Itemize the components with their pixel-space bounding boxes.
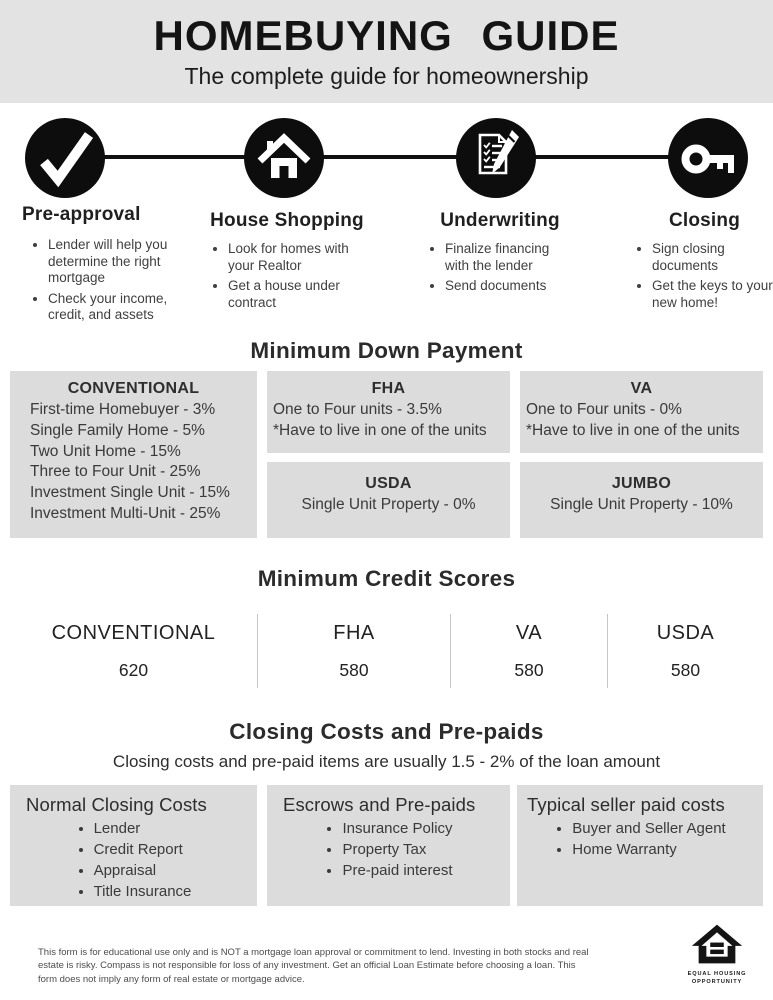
bullet-item: • Finalize financing with the lender — [445, 241, 575, 274]
step-title: House Shopping — [210, 210, 364, 231]
preapproval-step-circle — [25, 118, 105, 198]
bullet-item: • Appraisal — [94, 860, 192, 881]
step-bullets — [425, 241, 575, 299]
box-line: One to Four units - 3.5% — [273, 401, 442, 418]
box-line: *Have to live in one of the units — [273, 421, 487, 439]
step-bullets — [632, 241, 773, 315]
credit-scores-heading: Minimum Credit Scores — [257, 566, 516, 591]
equal-housing-opportunity-logo — [687, 923, 747, 986]
house-shopping-step-circle — [244, 118, 324, 198]
box-title: JUMBO — [611, 475, 672, 492]
equal-housing-text-line2: OPPORTUNITY — [691, 979, 743, 985]
down-payment-box-va — [520, 371, 763, 453]
bullet-item: • Title Insurance — [94, 881, 192, 902]
step-bullets — [22, 237, 182, 324]
closing-box-escrows — [267, 785, 510, 906]
bullet-item: • Check your income, credit, and assets — [48, 291, 182, 324]
bullet-item: • Property Tax — [342, 839, 452, 860]
timeline-line — [65, 155, 708, 159]
down-payment-box-usda — [267, 462, 510, 538]
step-closing — [632, 210, 773, 315]
credit-score: 580 — [670, 660, 701, 680]
credit-cell-va — [450, 614, 607, 688]
box-title: VA — [630, 380, 653, 397]
down-payment-heading: Minimum Down Payment — [250, 338, 523, 363]
credit-score: 620 — [118, 660, 149, 680]
bullet-item: • Lender — [94, 818, 192, 839]
down-payment-box-fha — [267, 371, 510, 453]
step-house-shopping — [208, 210, 366, 315]
bullet-item: • Get a house under contract — [228, 278, 366, 311]
box-title: Normal Closing Costs — [26, 794, 207, 815]
document-pencil-icon — [456, 118, 536, 198]
credit-label: VA — [515, 622, 543, 644]
box-line: *Have to live in one of the units — [526, 421, 740, 439]
credit-score: 580 — [339, 660, 369, 680]
box-title: FHA — [371, 380, 406, 397]
credit-score: 580 — [514, 660, 544, 680]
header — [0, 0, 773, 103]
box-line: Investment Multi-Unit - 25% — [30, 504, 221, 522]
box-bullets — [554, 818, 725, 860]
down-payment-box-conventional — [10, 371, 257, 538]
box-line: Single Unit Property - 10% — [550, 496, 733, 513]
step-title: Closing — [668, 210, 741, 231]
closing-box-seller-paid — [517, 785, 763, 906]
credit-cell-fha — [257, 614, 450, 688]
box-title: CONVENTIONAL — [67, 380, 200, 397]
box-bullets — [324, 818, 452, 881]
step-preapproval — [22, 204, 182, 328]
closing-costs-heading: Closing Costs and Pre-paids — [229, 719, 544, 744]
box-line: Single Unit Property - 0% — [301, 496, 476, 513]
box-title: Typical seller paid costs — [527, 794, 725, 815]
bullet-item: • Get the keys to your new home! — [652, 278, 773, 311]
bullet-item: • Buyer and Seller Agent — [572, 818, 725, 839]
box-line: Three to Four Unit - 25% — [30, 463, 201, 481]
closing-box-normal-costs — [10, 785, 257, 906]
bullet-item: • Sign closing documents — [652, 241, 773, 274]
equal-housing-text-line1: EQUAL HOUSING — [687, 971, 747, 977]
closing-costs-subheading: Closing costs and pre-paid items are usually 1.5 - 2% of the loan amount — [112, 752, 661, 771]
box-title: USDA — [365, 475, 412, 492]
box-line: First-time Homebuyer - 3% — [30, 401, 216, 418]
box-title: Escrows and Pre-paids — [283, 794, 476, 815]
credit-label: USDA — [656, 622, 715, 644]
checkmark-icon — [25, 118, 105, 198]
box-bullets — [76, 818, 192, 902]
box-line: Single Family Home - 5% — [30, 421, 205, 439]
disclaimer-text: This form is for educational use only and is NOT a mortgage loan approval or commitment to lend. Investing in both stocks and real estate is risky. Compass is not responsible for loss of any investment. Get an official Loan Estimate before choosing a loan. This form does not imply any form of real estate or mortgage advice. — [38, 946, 589, 985]
credit-label: FHA — [333, 622, 375, 644]
down-payment-box-jumbo — [520, 462, 763, 538]
credit-cell-usda — [607, 614, 763, 688]
bullet-item: • Credit Report — [94, 839, 192, 860]
credit-cell-conventional — [10, 614, 257, 688]
step-title: Underwriting — [440, 210, 560, 231]
closing-step-circle — [668, 118, 748, 198]
box-line: One to Four units - 0% — [526, 401, 682, 418]
bullet-item: • Home Warranty — [572, 839, 725, 860]
step-underwriting — [425, 210, 575, 299]
page-subtitle: The complete guide for homeownership — [184, 63, 589, 89]
key-icon — [668, 118, 748, 198]
box-line: Investment Single Unit - 15% — [30, 484, 230, 502]
bullet-item: • Send documents — [445, 278, 575, 295]
credit-scores-row — [10, 614, 763, 688]
page-title: HOMEBUYING GUIDE — [153, 12, 620, 59]
step-title: Pre-approval — [22, 204, 141, 225]
bullet-item: • Look for homes with your Realtor — [228, 241, 366, 274]
box-line: Two Unit Home - 15% — [30, 442, 181, 460]
credit-label: CONVENTIONAL — [51, 622, 216, 644]
bullet-item: • Pre-paid interest — [342, 860, 452, 881]
bullet-item: • Insurance Policy — [342, 818, 452, 839]
step-bullets — [208, 241, 366, 315]
underwriting-step-circle — [456, 118, 536, 198]
equal-housing-house-icon — [688, 923, 746, 965]
bullet-item: • Lender will help you determine the right mortgage — [48, 237, 182, 287]
house-icon — [244, 118, 324, 198]
